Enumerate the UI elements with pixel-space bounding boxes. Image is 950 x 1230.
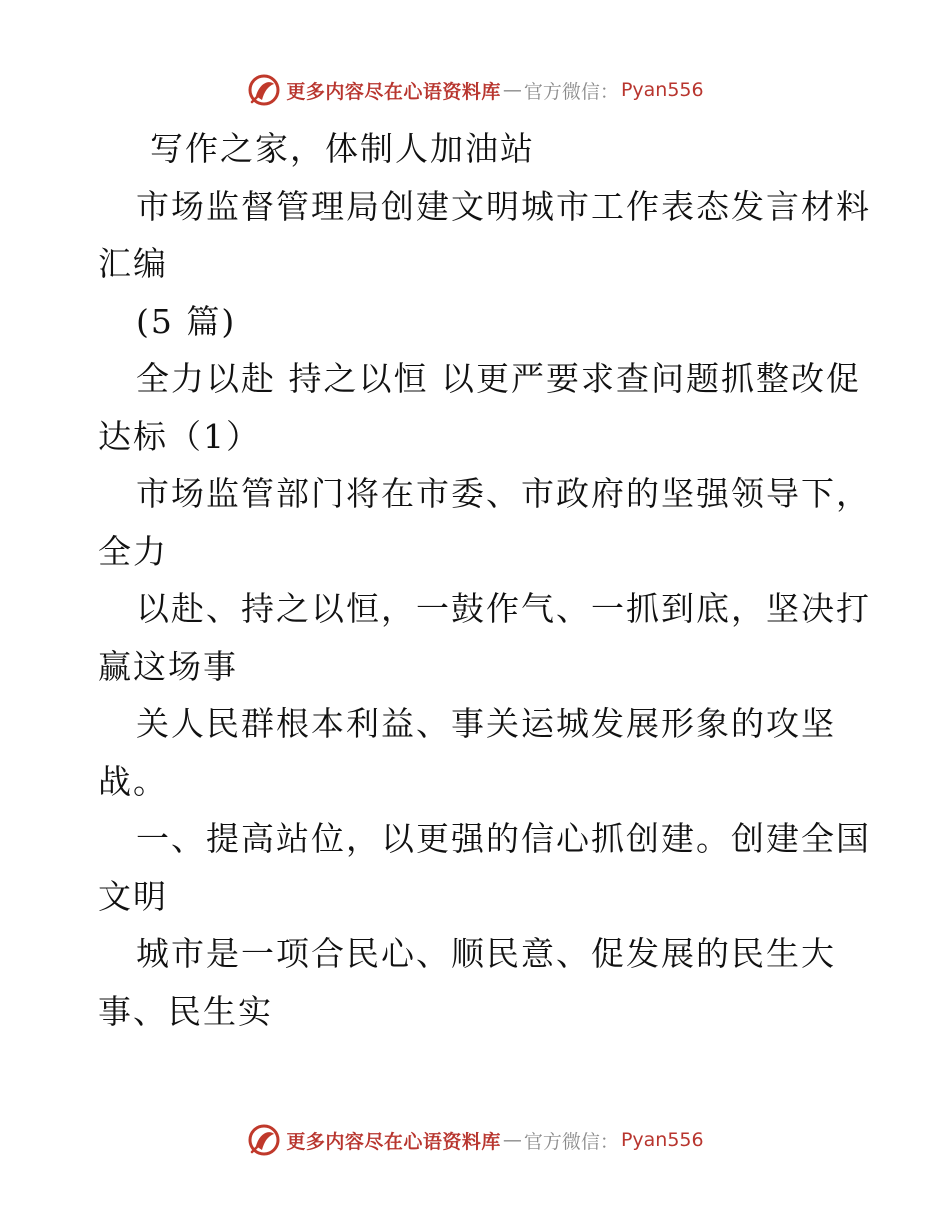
- doc-line-paragraph: 战。: [98, 761, 168, 801]
- header-banner: [0, 70, 950, 110]
- doc-line-paragraph: 以赴、持之以恒，一鼓作气、一抓到底，坚决打: [136, 589, 871, 628]
- doc-line-paragraph: 文明: [98, 876, 168, 916]
- footer-banner: [0, 1120, 950, 1160]
- footer-brand-text: 更多内容尽在心语资料库: [286, 1130, 501, 1153]
- doc-line-paragraph: 城市是一项合民心、顺民意、促发展的民生大: [136, 934, 836, 973]
- doc-line-paragraph: 全力: [98, 531, 168, 571]
- doc-line-site-slogan: 写作之家，体制人加油站: [150, 129, 535, 168]
- header-contact-label: 官方微信：: [523, 80, 619, 103]
- footer-contact-id: Pyan556: [620, 1129, 704, 1151]
- header-banner-content: [246, 72, 703, 108]
- doc-line-title: 市场监督管理局创建文明城市工作表态发言材料: [136, 186, 871, 226]
- doc-line-count: (5 篇): [136, 301, 237, 341]
- doc-line-section-heading: 全力以赴 持之以恒 以更严要求查问题抓整改促: [136, 359, 861, 398]
- footer-banner-content: [246, 1122, 703, 1158]
- doc-line-paragraph: 事、民生实: [98, 991, 273, 1031]
- doc-line-title-cont: 汇编: [98, 244, 168, 283]
- header-separator: —: [502, 79, 522, 101]
- brand-logo-icon: [246, 1122, 282, 1158]
- doc-line-section-heading-cont: 达标（1）: [98, 416, 261, 456]
- header-brand-text: 更多内容尽在心语资料库: [286, 80, 501, 103]
- footer-contact-label: 官方微信：: [523, 1130, 619, 1153]
- doc-line-paragraph: 关人民群根本利益、事关运城发展形象的攻坚: [136, 704, 836, 743]
- doc-line-paragraph: 市场监管部门将在市委、市政府的坚强领导下，: [136, 474, 871, 513]
- footer-separator: —: [502, 1129, 522, 1151]
- header-contact-id: Pyan556: [620, 79, 704, 101]
- brand-logo-icon: [246, 72, 282, 108]
- doc-line-paragraph: 赢这场事: [98, 646, 238, 686]
- doc-line-paragraph: 一、提高站位，以更强的信心抓创建。创建全国: [136, 819, 871, 858]
- document-body: [98, 120, 871, 1040]
